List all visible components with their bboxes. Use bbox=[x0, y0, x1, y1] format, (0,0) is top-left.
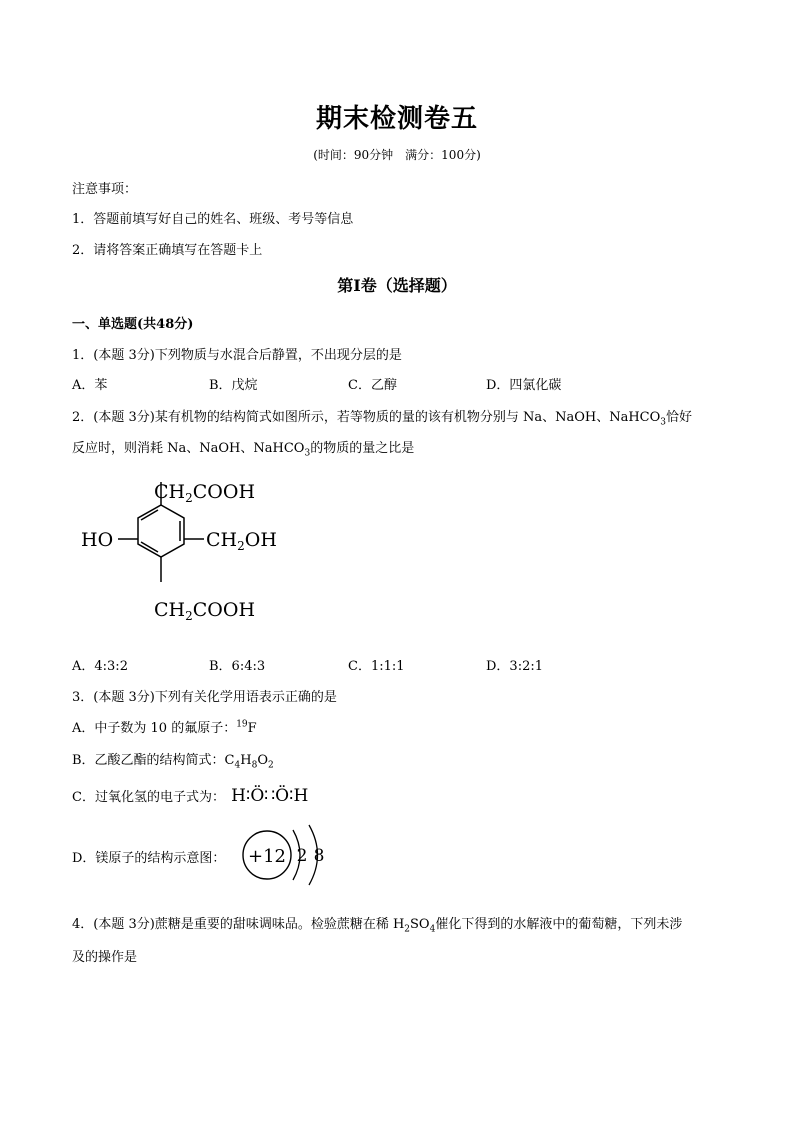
q4-line2: 及的操作是 bbox=[72, 950, 138, 965]
note-item-2: 2．请将答案正确填写在答题卡上 bbox=[72, 243, 263, 258]
note-item-1: 1．答题前填写好自己的姓名、班级、考号等信息 bbox=[72, 212, 354, 227]
q3-option-a bbox=[72, 717, 257, 736]
q3-stem: 3．(本题 3分)下列有关化学用语表示正确的是 bbox=[72, 690, 337, 705]
q2-option-b: B．6:4:3 bbox=[209, 659, 266, 674]
q2-sub-2: 3 bbox=[304, 448, 311, 459]
page-title: 期末检测卷五 bbox=[315, 104, 478, 134]
part-title: 一、单选题(共48分) bbox=[72, 317, 194, 332]
bottom-substituent: $CH_2COOH$ bbox=[154, 599, 256, 623]
exam-time-score: (时间：90分钟 满分：100分) bbox=[313, 148, 481, 162]
q3-option-a-text: A．中子数为 10 的氟原子： bbox=[72, 721, 237, 736]
mass-number: 19 bbox=[236, 719, 248, 730]
q2-option-c: C．1:1:1 bbox=[348, 659, 405, 674]
q4-line1 bbox=[72, 913, 682, 935]
q2-stem-line2-text: 反应时，则消耗 Na、NaOH、NaHCO bbox=[72, 441, 305, 456]
q3-option-b-text: B．乙酸乙酯的结构简式：C bbox=[72, 753, 235, 768]
notes-heading: 注意事项： bbox=[72, 182, 138, 197]
q2-sub: 3 bbox=[660, 417, 666, 428]
shell-1-electrons: 2 bbox=[296, 846, 308, 866]
q2-stem-line1-end: 恰好 bbox=[666, 410, 693, 425]
q4-sub-1: 2 bbox=[404, 924, 411, 935]
q3-option-c-text: C．过氧化氢的电子式为： bbox=[72, 790, 225, 805]
q2-option-a: A．4:3:2 bbox=[72, 659, 128, 674]
q2-option-d: D．3:2:1 bbox=[486, 659, 543, 674]
q2-structure-diagram bbox=[70, 470, 310, 630]
q1-option-a: A．苯 bbox=[72, 378, 108, 393]
q3-option-d-text: D．镁原子的结构示意图： bbox=[72, 851, 226, 866]
nucleus-charge: +12 bbox=[248, 846, 286, 867]
q4-mid: SO bbox=[410, 917, 430, 932]
right-substituent: $CH_2OH$ bbox=[206, 529, 277, 553]
q1-option-b: B．戊烷 bbox=[209, 378, 258, 393]
q2-stem-line1 bbox=[72, 406, 692, 428]
element-symbol: F bbox=[247, 721, 257, 736]
b-sub-3: 2 bbox=[268, 760, 274, 771]
b-sub-2: 8 bbox=[251, 760, 258, 771]
q4-sub-2: 4 bbox=[429, 924, 436, 935]
b-end: O bbox=[257, 753, 268, 768]
mg-atom-structure-diagram bbox=[238, 820, 338, 890]
q2-stem-line2 bbox=[72, 437, 414, 459]
q3-option-c bbox=[72, 786, 308, 806]
q2-stem-line2-end: 的物质的量之比是 bbox=[310, 441, 415, 456]
q2-stem-line1-text: 2．(本题 3分)某有机物的结构简式如图所示，若等物质的量的该有机物分别与 Na、NaOH、NaHCO bbox=[72, 410, 661, 425]
q4-line1-text: 4．(本题 3分)蔗糖是重要的甜味调味品。检验蔗糖在稀 H bbox=[72, 917, 405, 932]
q1-option-d: D．四氯化碳 bbox=[486, 378, 562, 393]
section-title: 第Ⅰ卷（选择题） bbox=[337, 276, 457, 295]
b-sub-1: 4 bbox=[234, 760, 241, 771]
top-substituent: $CH_2COOH$ bbox=[154, 481, 256, 505]
electron-formula: H∶Ö∷Ö∶H bbox=[231, 786, 309, 806]
shell-2-electrons: 8 bbox=[313, 846, 325, 866]
q3-option-b bbox=[72, 749, 274, 771]
b-mid: H bbox=[240, 753, 252, 768]
q4-line1-end: 催化下得到的水解液中的葡萄糖，下列未涉 bbox=[435, 917, 683, 932]
left-substituent: HO bbox=[81, 529, 114, 551]
q1-option-c: C．乙醇 bbox=[348, 378, 397, 393]
q1-stem: 1．(本题 3分)下列物质与水混合后静置，不出现分层的是 bbox=[72, 348, 402, 363]
